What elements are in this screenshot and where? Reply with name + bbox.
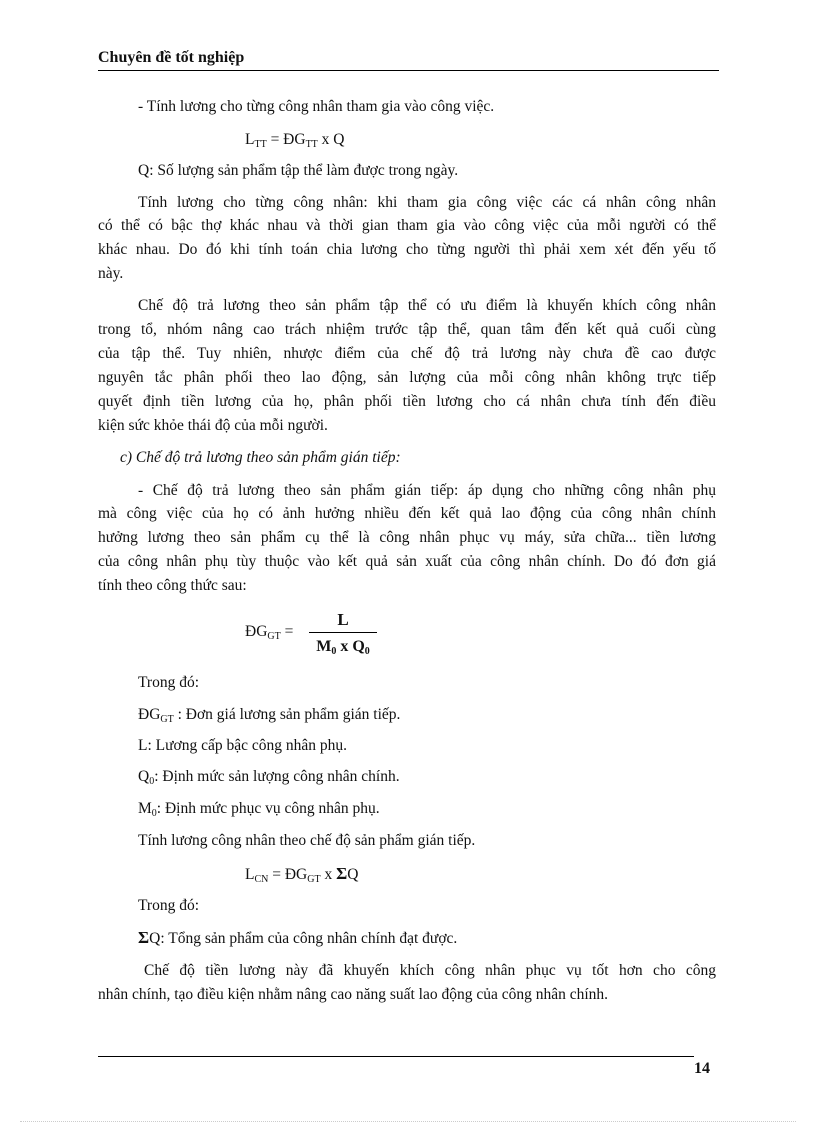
page-bottom-border [20,1121,796,1122]
definition-l: L: Lương cấp bậc công nhân phụ. [138,737,347,754]
paragraph-5-line-1: - Chế độ trả lương theo sản phẩm gián tiếp: áp dụng cho những công nhân phụ [138,482,716,499]
paragraph-3-line-1: Tính lương cho từng công nhân: khi tham gia công việc các cá nhân công nhân [138,194,716,211]
trong-do-2: Trong đó: [138,897,200,914]
fraction-bar [309,632,377,633]
paragraph-5-line-2: mà công việc của họ có ảnh hưởng nhiều đến kết quả lao động của công nhân chính [98,505,716,522]
paragraph-3-line-3: khác nhau. Do đó khi tính toán chia lương cho từng người thì phải xem xét đến yếu tố [98,241,716,258]
header-rule [98,70,719,71]
fraction-numerator: L [337,610,349,629]
formula-dggt-lhs: $ĐG_{GT}$ = [245,623,294,642]
paragraph-4-line-2: trong tổ, nhóm nâng cao trách nhiệm trước tập thể, quan tâm đến kết quả cuối cùng [98,321,716,338]
header-title: Chuyên đề tốt nghiệp [98,49,245,66]
paragraph-7-line-2: nhân chính, tạo điều kiện nhằm nâng cao năng suất lao động của công nhân chính. [98,986,609,1003]
paragraph-6: Tính lương công nhân theo chế độ sản phẩm gián tiếp. [138,832,476,849]
paragraph-3-line-4: này. [98,265,124,282]
definition-dggt: $ĐG_{GT}$ : Đơn giá lương sản phẩm gián tiếp. [138,706,401,725]
formula-dggt-fraction [309,610,377,662]
paragraph-5-line-3: hưởng lương theo sản phẩm cụ thể là công nhân phục vụ máy, sửa chữa... tiền lương [98,529,716,546]
trong-do-1: Trong đó: [138,674,200,691]
paragraph-2: Q: Số lượng sản phẩm tập thể làm được trong ngày. [138,162,459,179]
paragraph-4-line-3: của tập thể. Tuy nhiên, nhược điểm của chế độ trả lương này chưa đề cao được [98,345,716,362]
paragraph-5-line-4: của công nhân phụ tùy thuộc vào kết quả sản xuất của công nhân chính. Do đó đơn giá [98,553,716,570]
section-heading-c: c) Chế độ trả lương theo sản phẩm gián tiếp: [120,449,401,466]
page-number: 14 [694,1060,710,1077]
paragraph-1: - Tính lương cho từng công nhân tham gia vào công việc. [138,98,495,115]
definition-q0: $Q_0$: Định mức sản lượng công nhân chính. [138,768,400,787]
paragraph-5-line-5: tính theo công thức sau: [98,577,247,594]
paragraph-7-line-1: Chế độ tiền lương này đã khuyến khích công nhân phục vụ tốt hơn cho công [144,962,716,979]
definition-sigma-q: ΣQ: Tổng sản phẩm của công nhân chính đạt được. [138,928,458,947]
paragraph-4-line-1: Chế độ trả lương theo sản phẩm tập thể có ưu điểm là khuyến khích công nhân [138,297,716,314]
formula-lcn: $L_{CN}$ = $ĐG_{GT}$ x ΣQ [245,864,359,885]
paragraph-4-line-6: kiện sức khỏe thái độ của mỗi người. [98,417,328,434]
paragraph-4-line-4: nguyên tắc phân phối theo lao động, sản lượng của mỗi công nhân không trực tiếp [98,369,716,386]
footer-rule [98,1056,694,1057]
definition-m0: $M_0$: Định mức phục vụ công nhân phụ. [138,800,380,819]
formula-ltt: $L_{TT}$ = $ĐG_{TT}$ x Q [245,131,345,150]
paragraph-3-line-2: có thể có bậc thợ khác nhau và thời gian tham gia vào công việc của mỗi người có thể [98,217,716,234]
fraction-denominator: $M_0$ x $Q_0$ [316,638,370,657]
paragraph-4-line-5: quyết định tiền lương của họ, phân phối tiền lương cho cá nhân chưa tính đến điều [98,393,716,410]
